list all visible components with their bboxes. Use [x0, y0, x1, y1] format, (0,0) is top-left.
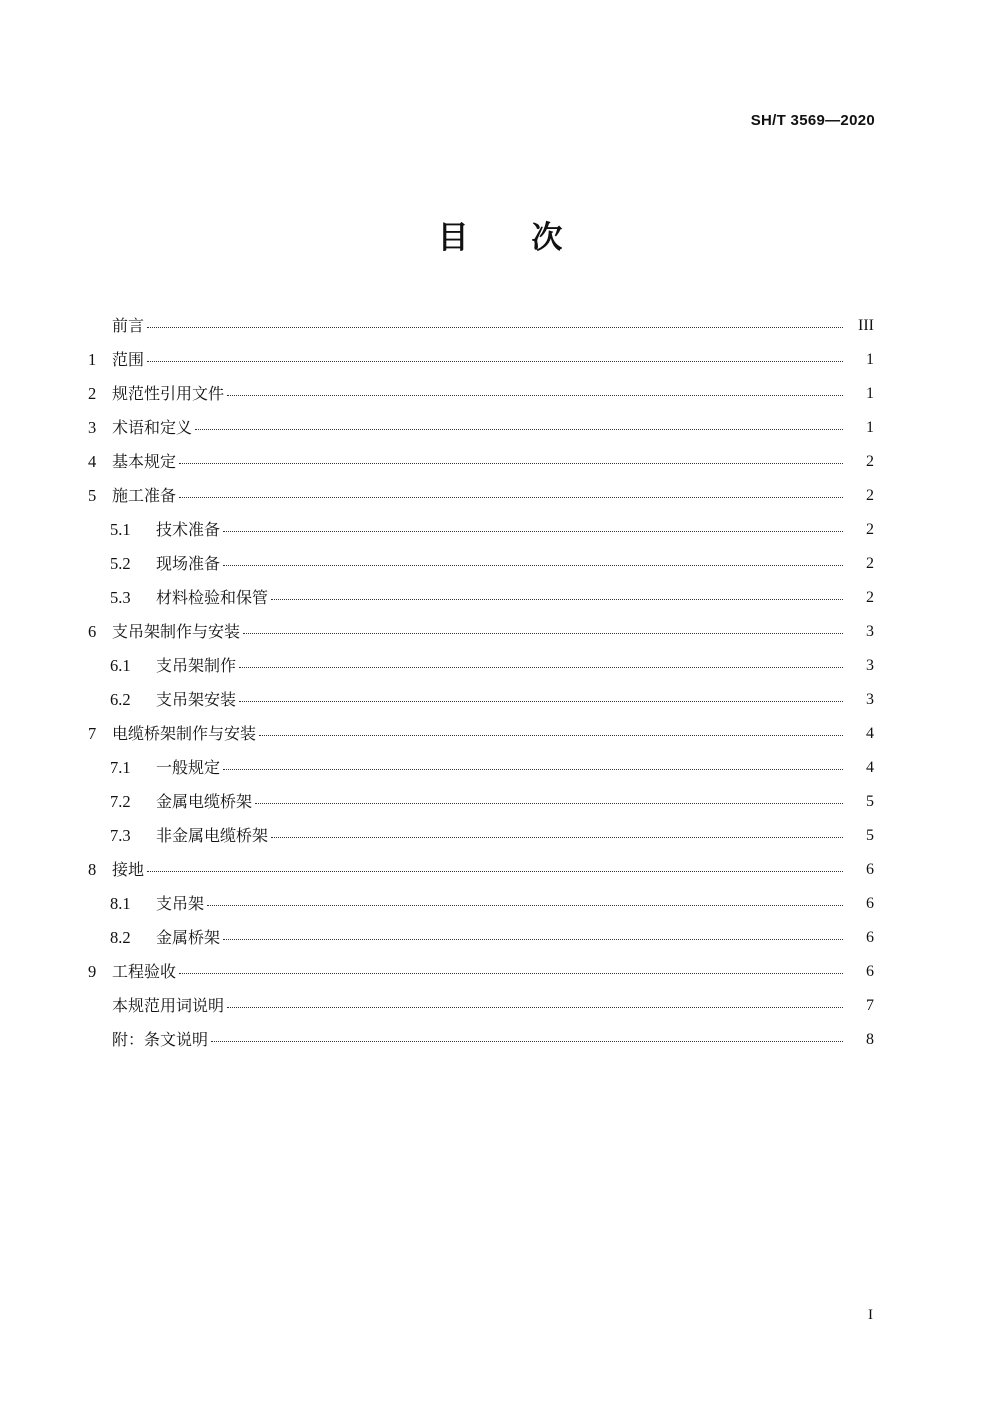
toc-entry[interactable]	[88, 742, 874, 776]
toc-entry[interactable]	[88, 844, 874, 878]
toc-leader-dots	[211, 1031, 843, 1047]
toc-entry[interactable]	[88, 606, 874, 640]
toc-leader-dots	[147, 351, 843, 367]
toc-entry-page: 3	[866, 691, 874, 708]
toc-entry[interactable]	[88, 538, 874, 572]
toc-entry[interactable]	[88, 368, 874, 402]
toc-entry-page: 5	[866, 827, 874, 844]
toc-entry-page: 8	[866, 1031, 874, 1048]
toc-entry-number: 6.2	[110, 689, 131, 709]
toc-entry-label: 金属电缆桥架	[156, 792, 253, 811]
table-of-contents	[88, 300, 874, 1048]
toc-entry-label: 现场准备	[156, 554, 221, 573]
toc-entry-label: 术语和定义	[112, 418, 193, 437]
toc-entry-page: 6	[866, 895, 874, 912]
toc-entry-label: 支吊架制作	[156, 656, 237, 675]
toc-entry-page: 6	[866, 929, 874, 946]
toc-entry-page: 4	[866, 725, 874, 742]
toc-entry-number: 5.3	[110, 587, 131, 607]
toc-entry-label: 技术准备	[156, 520, 221, 539]
toc-entry-page: 3	[866, 657, 874, 674]
toc-entry-label: 接地	[112, 860, 145, 879]
toc-leader-dots	[259, 725, 843, 741]
toc-leader-dots	[147, 861, 843, 877]
footer-page-number: I	[868, 1307, 873, 1323]
toc-leader-dots	[223, 521, 843, 537]
standard-number-header: SH/T 3569—2020	[750, 112, 875, 129]
toc-entry-page: 3	[866, 623, 874, 640]
toc-entry-number: 7.1	[110, 757, 131, 777]
toc-leader-dots	[179, 487, 843, 503]
toc-entry-page: 4	[866, 759, 874, 776]
toc-entry-label: 施工准备	[112, 486, 177, 505]
toc-entry-label: 范围	[112, 350, 145, 369]
toc-entry-label: 一般规定	[156, 758, 221, 777]
toc-entry[interactable]	[88, 436, 874, 470]
toc-entry-number: 8	[88, 859, 97, 879]
toc-entry-page: 5	[866, 793, 874, 810]
toc-entry[interactable]	[88, 708, 874, 742]
toc-entry[interactable]	[88, 810, 874, 844]
toc-entry[interactable]	[88, 470, 874, 504]
toc-entry-page: 2	[866, 589, 874, 606]
toc-entry[interactable]	[88, 1014, 874, 1048]
toc-entry-number: 6.1	[110, 655, 131, 675]
toc-entry-page: 1	[866, 385, 874, 402]
toc-entry[interactable]	[88, 640, 874, 674]
toc-entry-page: III	[858, 317, 874, 334]
toc-entry-number: 5.1	[110, 519, 131, 539]
toc-entry[interactable]	[88, 402, 874, 436]
toc-entry-number: 7	[88, 723, 97, 743]
toc-leader-dots	[223, 555, 843, 571]
toc-leader-dots	[243, 623, 843, 639]
toc-entry-page: 2	[866, 453, 874, 470]
toc-entry-number: 7.3	[110, 825, 131, 845]
page-title: 目 次	[437, 220, 589, 256]
toc-entry-page: 6	[866, 963, 874, 980]
toc-leader-dots	[255, 793, 843, 809]
toc-entry-page: 6	[866, 861, 874, 878]
toc-entry[interactable]	[88, 674, 874, 708]
toc-entry-label: 工程验收	[112, 962, 177, 981]
toc-entry[interactable]	[88, 300, 874, 334]
toc-entry-label: 前言	[112, 316, 145, 335]
toc-entry[interactable]	[88, 334, 874, 368]
toc-leader-dots	[179, 963, 843, 979]
toc-entry[interactable]	[88, 878, 874, 912]
toc-leader-dots	[179, 453, 843, 469]
toc-leader-dots	[271, 589, 843, 605]
toc-entry-label: 材料检验和保管	[156, 588, 269, 607]
toc-entry[interactable]	[88, 946, 874, 980]
toc-entry-label: 支吊架安装	[156, 690, 237, 709]
toc-entry-page: 2	[866, 521, 874, 538]
toc-leader-dots	[195, 419, 843, 435]
toc-entry-number: 5.2	[110, 553, 131, 573]
toc-leader-dots	[227, 997, 843, 1013]
toc-leader-dots	[223, 929, 843, 945]
toc-entry-label: 支吊架制作与安装	[112, 622, 241, 641]
toc-entry-number: 8.1	[110, 893, 131, 913]
toc-entry-number: 5	[88, 485, 97, 505]
toc-leader-dots	[223, 759, 843, 775]
toc-leader-dots	[271, 827, 843, 843]
toc-entry[interactable]	[88, 504, 874, 538]
toc-entry[interactable]	[88, 912, 874, 946]
toc-leader-dots	[239, 657, 843, 673]
toc-entry-label: 支吊架	[156, 894, 205, 913]
toc-entry-label: 电缆桥架制作与安装	[112, 724, 257, 743]
toc-leader-dots	[207, 895, 843, 911]
toc-entry-label: 附：条文说明	[112, 1030, 209, 1049]
toc-entry-page: 2	[866, 555, 874, 572]
toc-entry-page: 2	[866, 487, 874, 504]
toc-entry-label: 基本规定	[112, 452, 177, 471]
toc-entry-number: 3	[88, 417, 97, 437]
toc-entry-number: 8.2	[110, 927, 131, 947]
toc-entry-page: 7	[866, 997, 874, 1014]
toc-entry-label: 规范性引用文件	[112, 384, 225, 403]
toc-entry-label: 本规范用词说明	[112, 996, 225, 1015]
toc-entry-number: 9	[88, 961, 97, 981]
toc-leader-dots	[147, 317, 843, 333]
toc-entry-number: 4	[88, 451, 97, 471]
toc-leader-dots	[227, 385, 843, 401]
toc-entry[interactable]	[88, 980, 874, 1014]
toc-entry-number: 7.2	[110, 791, 131, 811]
toc-entry[interactable]	[88, 776, 874, 810]
toc-entry[interactable]	[88, 572, 874, 606]
toc-entry-number: 2	[88, 383, 97, 403]
toc-entry-label: 金属桥架	[156, 928, 221, 947]
toc-leader-dots	[239, 691, 843, 707]
toc-entry-page: 1	[866, 419, 874, 436]
toc-entry-page: 1	[866, 351, 874, 368]
toc-entry-number: 6	[88, 621, 97, 641]
toc-entry-number: 1	[88, 349, 97, 369]
toc-entry-label: 非金属电缆桥架	[156, 826, 269, 845]
